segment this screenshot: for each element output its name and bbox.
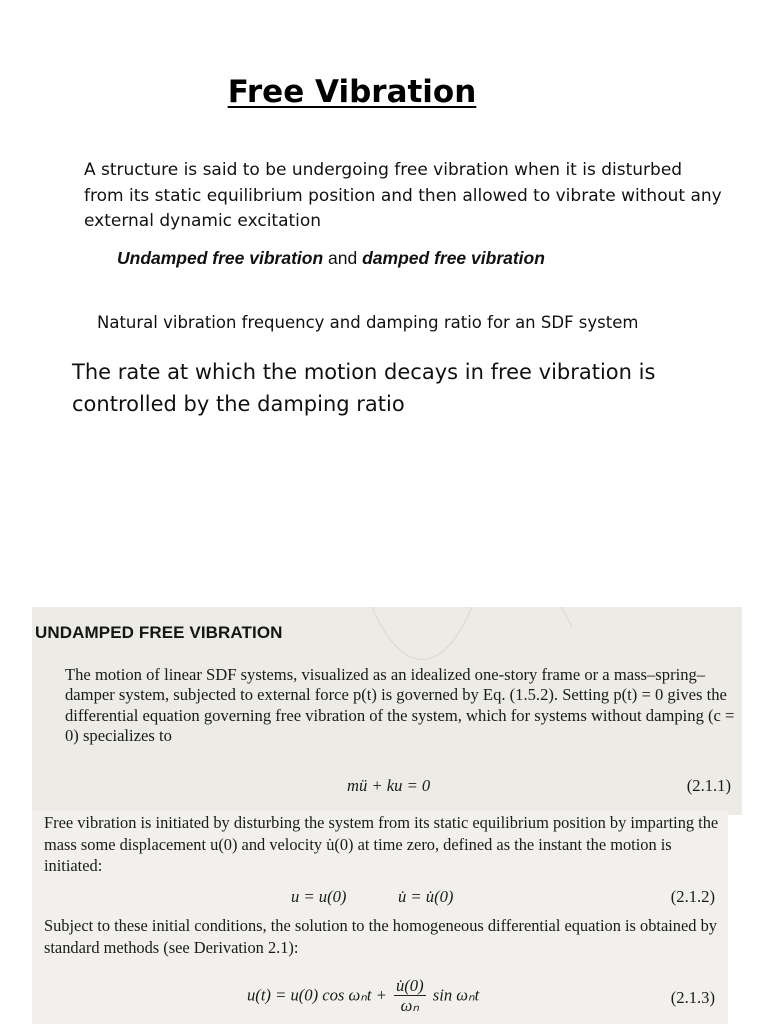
scan-paragraph-1: The motion of linear SDF systems, visualized as an idealized one-story frame or a mass–spring–damper system, subjected to external force p(t) is governed by Eq. (1.5.2). Setting p(t) = 0 gives the differential equation governing free vibration of the system, which for systems without damping (c = 0) specializes to: [65, 665, 735, 745]
equation-2-1-1-expression: mü + ku = 0: [347, 776, 431, 795]
scanned-excerpt-bottom: [32, 811, 728, 1024]
scanned-excerpt-top: [32, 607, 742, 815]
scan-paragraph-2: Free vibration is initiated by disturbing the system from its static equilibrium position by imparting the mass some displacement u(0) and velocity u̇(0) at time zero, defined as the instant the motion is initiated:: [44, 813, 719, 875]
equation-2-1-1-number: (2.1.1): [686, 776, 731, 795]
equation-2-1-2-left: u = u(0): [291, 887, 347, 906]
decay-statement: The rate at which the motion decays in free vibration is controlled by the damping ratio: [72, 360, 656, 416]
scan-paragraph-3: Subject to these initial conditions, the solution to the homogeneous differential equation is obtained by standard methods (see Derivation 2.1):: [44, 916, 717, 957]
intro-paragraph: A structure is said to be undergoing free vibration when it is disturbed from its static equilibrium position and then allowed to vibrate without any external dynamic excitation: [84, 160, 722, 231]
equation-2-1-3-numerator: u̇(0): [395, 976, 424, 995]
equation-2-1-3-rhs: sin ωₙt: [432, 985, 480, 1005]
page-title: Free Vibration: [227, 74, 477, 110]
frequency-line: Natural vibration frequency and damping ratio for an SDF system: [97, 313, 639, 332]
equation-2-1-2: [32, 887, 715, 909]
equation-2-1-2-number: (2.1.2): [670, 887, 715, 906]
equation-2-1-3-number: (2.1.3): [670, 988, 715, 1007]
equation-2-1-1: [32, 776, 731, 798]
and-connector: and: [328, 248, 358, 268]
vibration-types-line: [117, 248, 545, 269]
damped-term: damped free vibration: [362, 248, 545, 268]
equation-2-1-3-fraction: [394, 976, 426, 1015]
undamped-term: Undamped free vibration: [117, 248, 324, 268]
equation-2-1-3-denominator: ωₙ: [400, 996, 419, 1015]
section-heading: UNDAMPED FREE VIBRATION: [35, 623, 283, 642]
equation-2-1-2-right: u̇ = u̇(0): [398, 887, 454, 906]
faint-bleedthrough-curve: [372, 607, 572, 667]
equation-2-1-3-lhs: u(t) = u(0) cos ωₙt +: [247, 985, 387, 1005]
equation-2-1-3: [32, 976, 715, 1020]
